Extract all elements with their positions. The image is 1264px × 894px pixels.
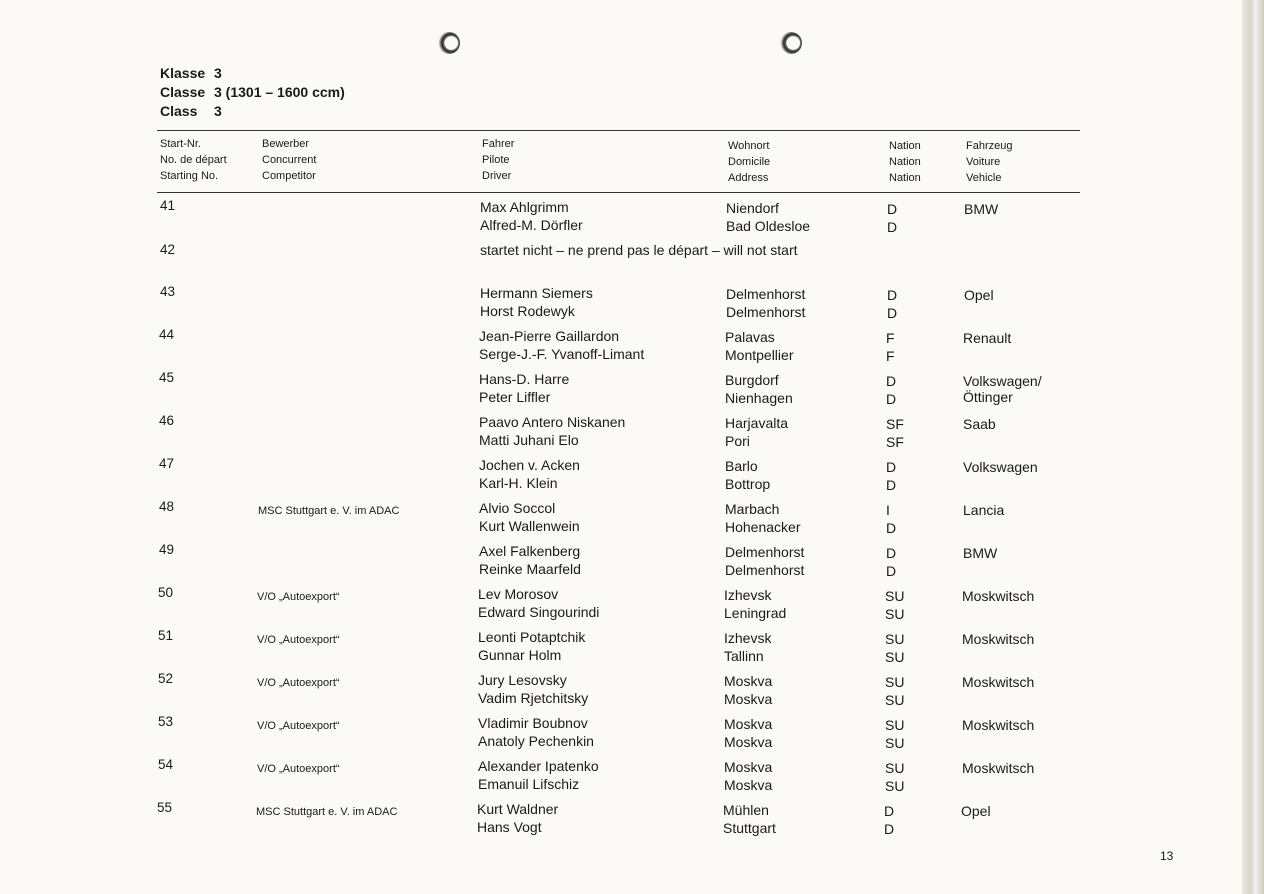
driver-nation: SU [885,631,905,647]
column-header-entrant [262,136,316,184]
start-number: 54 [158,757,174,772]
driver-nation: D [886,519,897,536]
column-header-fr: Pilote [482,154,510,166]
column-header-en: Driver [482,170,512,182]
driver-name: Reinke Maarfeld [479,560,581,577]
driver-name: Vladimir Boubnov [478,715,588,731]
start-number: 52 [158,671,174,686]
driver-address: Montpellier [725,346,794,363]
column-header-de: Bewerber [262,138,310,150]
driver-name: Alexander Ipatenko [478,758,599,774]
column-header-en: Address [728,172,769,184]
driver-nation: F [886,330,895,346]
table-row [0,283,1264,323]
driver-address: Delmenhorst [726,303,806,320]
withdrawal-notice: startet nicht – ne prend pas le départ – will not start [480,242,798,258]
driver-name: Horst Rodewyk [480,302,575,319]
vehicle-name: Moskwitsch [962,631,1035,647]
driver-nation: D [887,218,898,235]
driver-address: Delmenhorst [725,544,805,560]
driver-nation: SF [886,416,904,432]
class-label: Class [160,103,198,119]
entrant-name: MSC Stuttgart e. V. im ADAC [258,505,400,517]
driver-address: Moskva [724,716,773,732]
driver-nation: D [886,373,897,389]
column-header-de: Nation [889,140,921,152]
start-number: 47 [159,456,175,471]
column-header-de: Fahrer [482,138,515,150]
class-header [160,64,345,121]
column-header-nation [889,138,921,186]
driver-address: Palavas [725,329,775,345]
vehicle-name: BMW [964,201,999,217]
driver-address: Burgdorf [725,372,779,388]
driver-address: Stuttgart [723,819,776,836]
driver-nation: D [886,562,897,579]
driver-nation: D [886,459,897,475]
vehicle-name: Moskwitsch [962,760,1035,776]
table-row [0,197,1264,237]
driver-name: Hermann Siemers [480,285,593,301]
driver-name: Alfred-M. Dörfler [480,216,583,233]
vehicle-name: Moskwitsch [962,674,1035,690]
driver-name: Emanuil Lifschiz [478,775,580,792]
driver-address: Izhevsk [724,630,772,646]
driver-name: Karl-H. Klein [479,474,558,491]
driver-nation: D [886,476,897,493]
vehicle-name: Volkswagen/ [963,373,1042,389]
driver-nation: SU [885,760,905,776]
table-row [0,713,1264,753]
table-row [0,326,1264,366]
column-header-de: Wohnort [728,140,770,152]
driver-name: Alvio Soccol [479,500,556,516]
driver-nation: D [887,304,898,321]
driver-nation: D [886,390,897,407]
vehicle-name: Moskwitsch [962,717,1035,733]
driver-address: Bad Oldesloe [726,217,811,234]
driver-address: Delmenhorst [725,561,805,578]
driver-address: Hohenacker [725,518,801,535]
start-number: 41 [160,198,176,213]
table-row [0,670,1264,710]
start-number: 42 [160,242,176,257]
column-header-start-no [160,136,227,184]
vehicle-name: Opel [964,287,994,303]
driver-address: Moskva [724,690,773,707]
driver-name: Paavo Antero Niskanen [479,414,626,430]
entrant-name: V/O „Autoexport“ [257,591,340,603]
column-header-en: Starting No. [160,170,219,182]
vehicle-name: Opel [961,803,991,819]
column-header-fr: Domicile [728,156,771,168]
entrant-name: V/O „Autoexport“ [257,634,340,646]
column-header-vehicle [966,138,1012,186]
driver-nation: D [884,820,895,837]
column-header-address [728,138,770,186]
entrant-name: V/O „Autoexport“ [257,720,340,732]
driver-nation: SU [885,691,905,708]
driver-address: Moskva [724,733,773,750]
driver-address: Barlo [725,458,758,474]
class-header-line [160,83,345,102]
driver-name: Axel Falkenberg [479,543,581,559]
driver-address: Pori [725,432,750,449]
driver-address: Izhevsk [724,587,772,603]
entrant-name: MSC Stuttgart e. V. im ADAC [256,806,398,818]
driver-name: Max Ahlgrimm [480,199,569,215]
column-header-de: Start-Nr. [160,138,201,150]
table-row [0,369,1264,409]
start-number: 43 [160,284,176,299]
driver-address: Mühlen [723,802,769,818]
vehicle-name: BMW [963,545,998,561]
start-number: 55 [157,800,173,815]
class-header-line [160,64,345,83]
start-number: 51 [158,628,174,643]
driver-nation: SU [885,777,905,794]
driver-name: Edward Singourindi [478,603,600,620]
driver-nation: D [887,201,898,217]
table-row [0,412,1264,452]
class-header-line [160,102,345,121]
vehicle-name: Öttinger [963,389,1013,405]
entrant-name: V/O „Autoexport“ [257,677,340,689]
driver-nation: D [887,287,898,303]
start-number: 45 [159,370,175,385]
vehicle-name: Renault [963,330,1012,346]
driver-address: Moskva [724,776,773,793]
driver-nation: SU [885,588,905,604]
entrant-name: V/O „Autoexport“ [257,763,340,775]
table-row [0,756,1264,796]
start-number: 50 [158,585,174,600]
driver-nation: SU [885,605,905,622]
driver-name: Serge-J.-F. Yvanoff-Limant [479,345,645,362]
driver-name: Gunnar Holm [478,646,562,663]
driver-name: Hans-D. Harre [479,371,570,387]
table-row [0,241,1264,281]
driver-address: Harjavalta [725,415,789,431]
start-number: 44 [159,327,175,342]
punch-hole [438,32,460,54]
driver-name: Vadim Rjetchitsky [478,689,589,706]
driver-address: Marbach [725,501,780,517]
driver-name: Anatoly Pechenkin [478,732,594,749]
class-label: Klasse [160,65,206,81]
driver-name: Jochen v. Acken [479,457,580,473]
punch-hole [780,32,802,54]
column-header-en: Competitor [262,170,316,182]
driver-name: Kurt Waldner [477,801,559,817]
driver-nation: SU [885,648,905,665]
column-header-de: Fahrzeug [966,140,1013,152]
vehicle-name: Moskwitsch [962,588,1035,604]
driver-name: Jean-Pierre Gaillardon [479,328,620,344]
column-header-fr: Voiture [966,156,1001,168]
driver-address: Moskva [724,759,773,775]
driver-address: Bottrop [725,475,771,492]
header-top-rule [157,130,1080,131]
vehicle-name: Volkswagen [963,459,1038,475]
table-row [0,455,1264,495]
start-number: 49 [159,542,175,557]
column-header-fr: No. de départ [160,154,227,166]
start-number: 46 [159,413,175,428]
driver-name: Hans Vogt [477,818,542,835]
column-header-en: Vehicle [966,172,1002,184]
table-row [0,627,1264,667]
class-value: 3 (1301 – 1600 ccm) [214,84,345,100]
driver-nation: SU [885,717,905,733]
header-bottom-rule [157,192,1080,193]
driver-nation: SF [886,433,904,450]
driver-address: Tallinn [724,647,764,664]
driver-address: Nienhagen [725,389,793,406]
table-row [0,541,1264,581]
driver-name: Jury Lesovsky [478,672,567,688]
driver-address: Delmenhorst [726,286,806,302]
driver-address: Leningrad [724,604,787,621]
driver-nation: I [886,502,890,518]
start-number: 53 [158,714,174,729]
page-number: 13 [1160,849,1174,863]
column-header-en: Nation [889,172,921,184]
driver-name: Matti Juhani Elo [479,431,579,448]
driver-name: Peter Liffler [479,388,551,405]
driver-nation: D [884,803,895,819]
vehicle-name: Lancia [963,502,1005,518]
start-number: 48 [159,499,175,514]
vehicle-name: Saab [963,416,996,432]
class-label: Classe [160,84,206,100]
table-row [0,584,1264,624]
column-header-fr: Concurrent [262,154,317,166]
driver-nation: F [886,347,895,364]
driver-address: Niendorf [726,200,779,216]
column-header-fr: Nation [889,156,921,168]
driver-nation: SU [885,734,905,751]
column-header-driver [482,136,514,184]
table-row [0,799,1264,839]
driver-address: Moskva [724,673,773,689]
driver-nation: D [886,545,897,561]
class-value: 3 [214,103,222,119]
table-row [0,498,1264,538]
class-value: 3 [214,65,222,81]
driver-name: Lev Morosov [478,586,559,602]
driver-nation: SU [885,674,905,690]
driver-name: Kurt Wallenwein [479,517,580,534]
driver-name: Leonti Potaptchik [478,629,586,645]
